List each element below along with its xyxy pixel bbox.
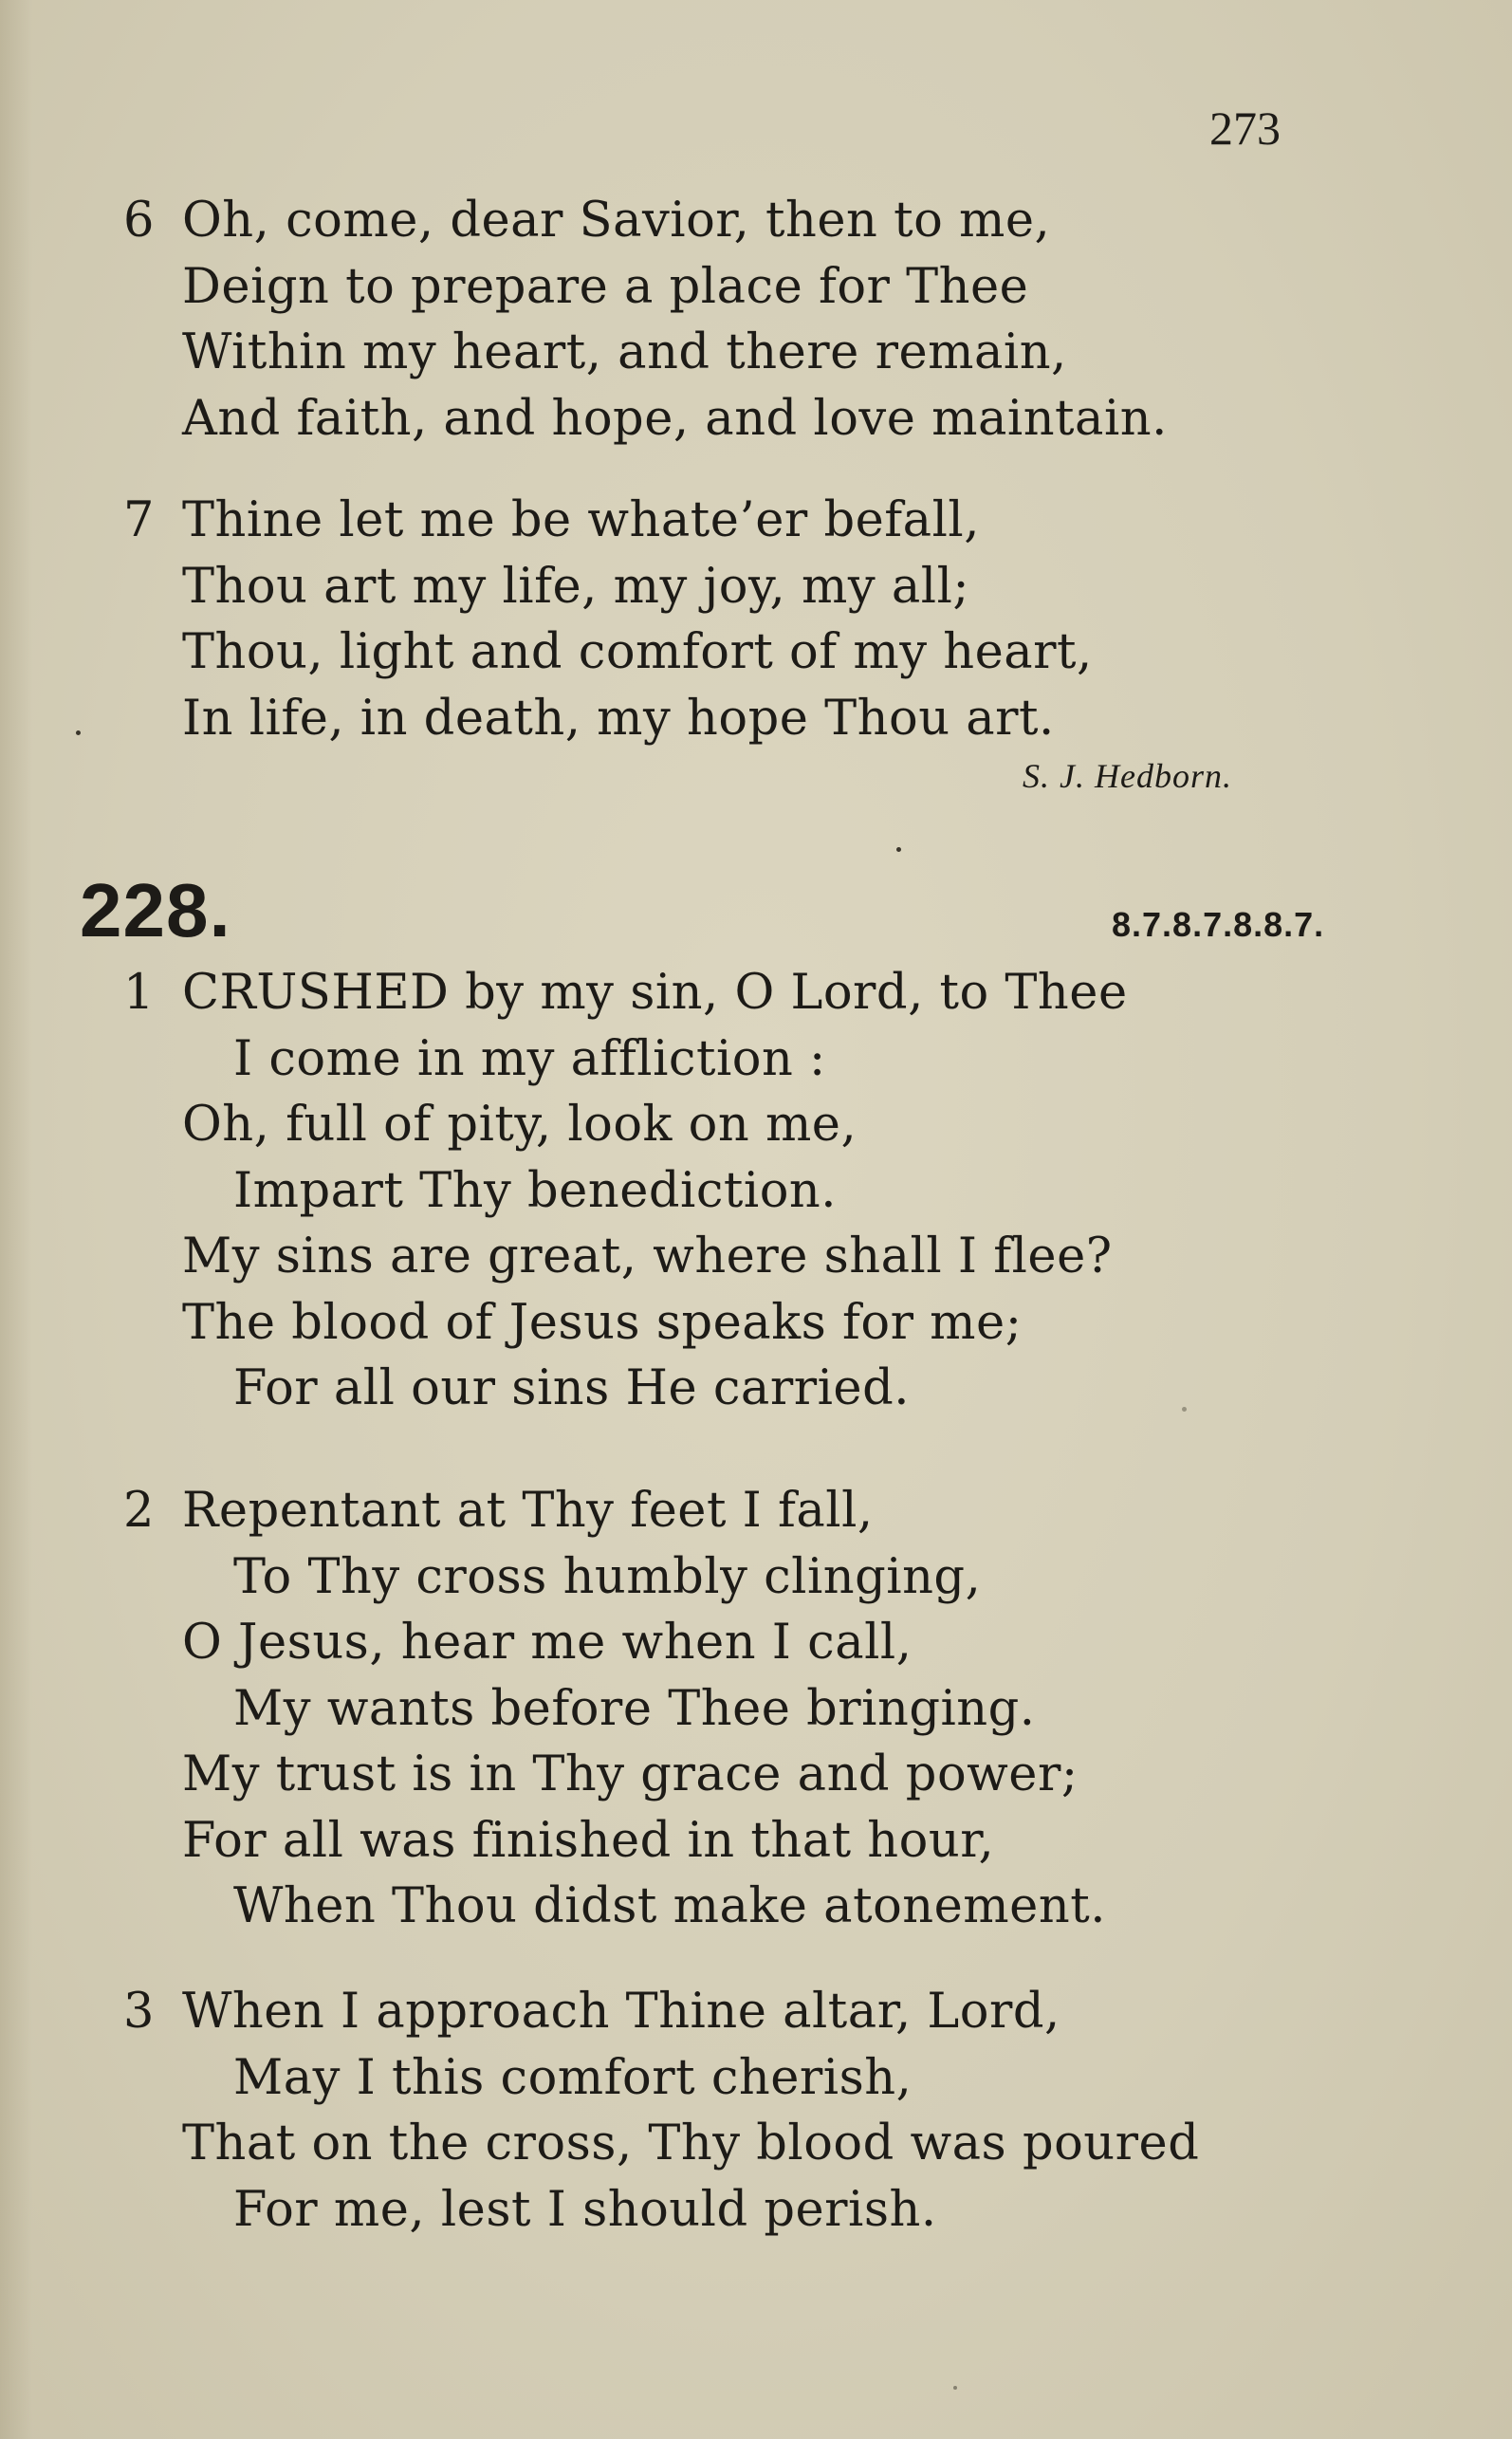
verse-line (123, 188, 1385, 254)
verse-line-text: And faith, and hope, and love maintain. (182, 390, 1168, 447)
verse-line (123, 1979, 1385, 2045)
verse-line-text: May I this comfort cherish, (233, 2049, 913, 2106)
hymn-verse-3 (123, 1979, 1385, 2243)
verse-number: 3 (123, 1984, 155, 2040)
verse-line-text: O Jesus, hear me when I call, (182, 1615, 913, 1671)
verse-line-text: My sins are great, where shall I flee? (182, 1229, 1113, 1284)
verse-line (123, 1478, 1385, 1544)
verse-line (123, 1742, 1385, 1808)
verse-line (123, 1808, 1385, 1875)
verse-line-text: My wants before Thee bringing. (233, 1680, 1036, 1737)
verse-line (123, 1544, 1385, 1611)
verse-line (123, 619, 1385, 686)
verse-line-text: The blood of Jesus speaks for me; (182, 1294, 1023, 1351)
verse-line-text: When I approach Thine altar, Lord, (182, 1984, 1060, 2040)
verse-line (123, 386, 1385, 453)
hymn-verse-1 (123, 960, 1385, 1422)
verse-line-text: Within my heart, and there remain, (182, 324, 1067, 380)
page-edge-shadow (0, 0, 32, 2439)
verse-number: 2 (123, 1483, 155, 1539)
verse-line (123, 1356, 1385, 1422)
verse-line-text: CRUSHED by my sin, O Lord, to Thee (182, 965, 1128, 1021)
verse-number: 1 (123, 965, 155, 1021)
previous-hymn-verse-6 (123, 188, 1385, 452)
verse-line-text: To Thy cross humbly clinging, (233, 1548, 982, 1605)
verse-line-text: For all was finished in that hour, (182, 1812, 995, 1869)
verse-line (123, 1874, 1385, 1940)
verse-line-text: Oh, come, dear Savior, then to me, (182, 193, 1051, 249)
verse-number: 7 (123, 492, 155, 548)
verse-line-text: Thine let me be whate’er befall, (182, 492, 980, 548)
paper-speck (896, 847, 901, 852)
verse-line-text: That on the cross, Thy blood was poured (182, 2116, 1200, 2171)
verse-line-text: When Thou didst make atonement. (233, 1878, 1106, 1934)
verse-line-text: For all our sins He carried. (233, 1360, 910, 1416)
previous-hymn-verse-7 (123, 488, 1385, 751)
verse-line (123, 1026, 1385, 1093)
verse-line-text: Oh, full of pity, look on me, (182, 1097, 857, 1153)
verse-line (123, 320, 1385, 386)
verse-line-text: Thou, light and comfort of my heart, (182, 624, 1093, 680)
verse-line (123, 2045, 1385, 2112)
verse-line (123, 2111, 1385, 2177)
verse-line-text: Thou art my life, my joy, my all; (182, 558, 970, 615)
paper-speck (1182, 1407, 1187, 1412)
verse-line (123, 1610, 1385, 1676)
hymn-meter: 8.7.8.7.8.8.7. (1112, 905, 1325, 944)
verse-line (123, 2177, 1385, 2244)
paper-speck (953, 2386, 957, 2390)
verse-line-text: My trust is in Thy grace and power; (182, 1746, 1079, 1802)
verse-line (123, 1224, 1385, 1290)
verse-line (123, 488, 1385, 554)
verse-line (123, 554, 1385, 620)
paper-speck (76, 730, 81, 735)
verse-line (123, 1092, 1385, 1158)
verse-line-text: Repentant at Thy feet I fall, (182, 1483, 874, 1539)
verse-line (123, 686, 1385, 752)
verse-line-text: For me, lest I should perish. (233, 2181, 937, 2238)
verse-line-text: In life, in death, my hope Thou art. (182, 690, 1055, 747)
verse-number: 6 (123, 193, 155, 249)
author-attribution: S. J. Hedborn. (1023, 757, 1232, 795)
verse-line (123, 960, 1385, 1026)
page-number: 273 (1209, 102, 1281, 155)
verse-line-text: I come in my affliction : (233, 1030, 826, 1087)
verse-line-text: Impart Thy benediction. (233, 1162, 837, 1219)
hymn-number: 228. (80, 868, 231, 952)
verse-line (123, 1158, 1385, 1225)
verse-line (123, 1290, 1385, 1357)
verse-line (123, 1676, 1385, 1743)
verse-line-text: Deign to prepare a place for Thee (182, 258, 1029, 315)
hymn-verse-2 (123, 1478, 1385, 1940)
verse-line (123, 254, 1385, 321)
